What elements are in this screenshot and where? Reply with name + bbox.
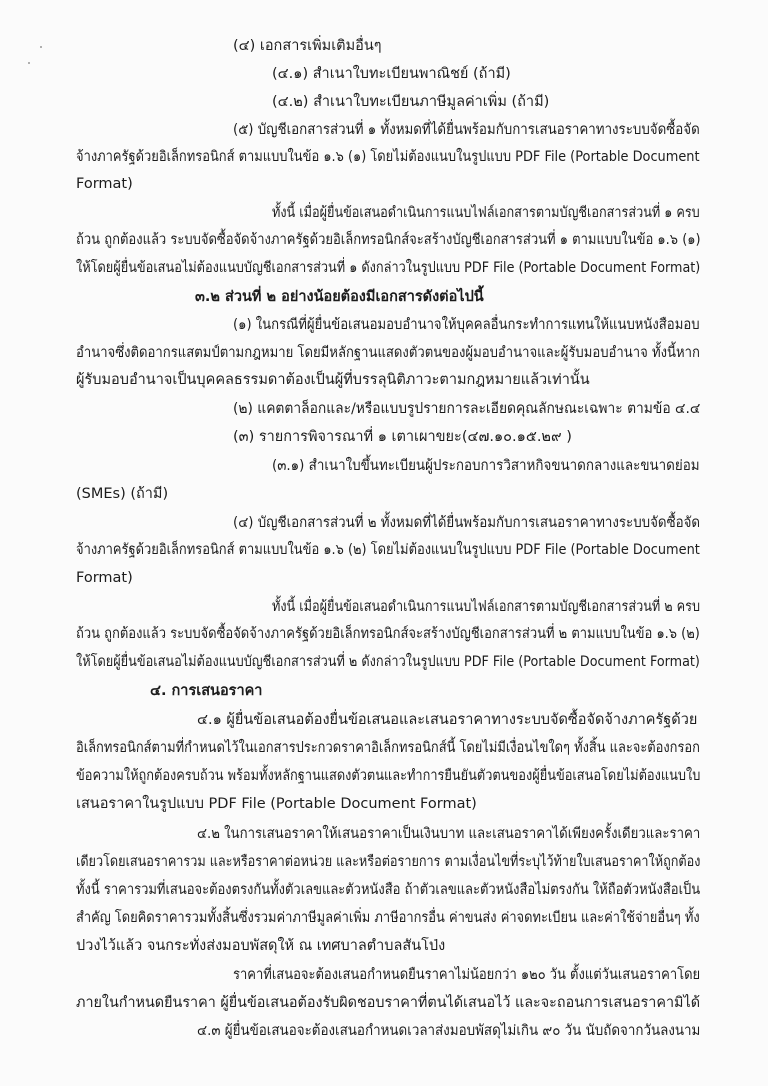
doc-line: (๓) รายการพิจารณาที่ ๑ เตาเผาขยะ(๔๗.๑๐.๑๕.๒๙ )	[233, 429, 572, 445]
doc-line: ๔.๓ ผู้ยื่นข้อเสนอจะต้องเสนอกำหนดเวลาส่งมอบพัสดุไม่เกิน ๙๐ วัน นับถัดจากวันลงนาม	[197, 1023, 701, 1039]
doc-line: ทั้งนี้ เมื่อผู้ยื่นข้อเสนอดำเนินการแนบไฟล์เอกสารตามบัญชีเอกสารส่วนที่ ๒ ครบ	[272, 599, 701, 615]
doc-line: ภายในกำหนดยืนราคา ผู้ยื่นข้อเสนอต้องรับผิดชอบราคาที่ตนได้เสนอไว้ และจะถอนการเสนอราคามิได้	[76, 995, 701, 1011]
doc-line: (๓.๑) สำเนาใบขึ้นทะเบียนผู้ประกอบการวิสาหกิจขนาดกลางและขนาดย่อม	[272, 458, 700, 474]
doc-line: (SMEs) (ถ้ามี)	[76, 486, 169, 502]
doc-line: อำนาจซึ่งติดอากรแสตมป์ตามกฎหมาย โดยมีหลักฐานแสดงตัวตนของผู้มอบอำนาจและผู้รับมอบอำนาจ ทั้งนี้หาก	[76, 345, 700, 361]
doc-line: ถ้วน ถูกต้องแล้ว ระบบจัดซื้อจัดจ้างภาครัฐด้วยอิเล็กทรอนิกส์จะสร้างบัญชีเอกสารส่วนที่ ๒ ตามแบบในข้อ ๑.๖ (๒)	[76, 626, 700, 642]
doc-line: (๔.๒) สำเนาใบทะเบียนภาษีมูลค่าเพิ่ม (ถ้ามี)	[272, 94, 550, 110]
doc-line: เสนอราคาในรูปแบบ PDF File (Portable Document Format)	[76, 796, 477, 812]
doc-line: ผู้รับมอบอำนาจเป็นบุคคลธรรมดาต้องเป็นผู้ที่บรรลุนิติภาวะตามกฎหมายแล้วเท่านั้น	[76, 372, 590, 388]
doc-line: (๔) บัญชีเอกสารส่วนที่ ๒ ทั้งหมดที่ได้ยื่นพร้อมกับการเสนอราคาทางระบบจัดซื้อจัด	[233, 515, 701, 531]
doc-line: ข้อความให้ถูกต้องครบถ้วน พร้อมทั้งหลักฐานแสดงตัวตนและทำการยืนยันตัวตนของผู้ยื่นข้อเสนอโดยไม่ต้องแนบใบ	[76, 768, 701, 784]
doc-line: (๕) บัญชีเอกสารส่วนที่ ๑ ทั้งหมดที่ได้ยื่นพร้อมกับการเสนอราคาทางระบบจัดซื้อจัด	[233, 122, 700, 138]
doc-line: ถ้วน ถูกต้องแล้ว ระบบจัดซื้อจัดจ้างภาครัฐด้วยอิเล็กทรอนิกส์จะสร้างบัญชีเอกสารส่วนที่ ๑ ตามแบบในข้อ ๑.๖ (๑)	[76, 232, 701, 248]
doc-line: (๔) เอกสารเพิ่มเติมอื่นๆ	[233, 38, 382, 54]
doc-line: อิเล็กทรอนิกส์ตามที่กำหนดไว้ในเอกสารประกวดราคาอิเล็กทรอนิกส์นี้ โดยไม่มีเงื่อนไขใดๆ ทั้งสิ้น และจะต้องกรอก	[76, 740, 700, 756]
doc-line: (๑) ในกรณีที่ผู้ยื่นข้อเสนอมอบอำนาจให้บุคคลอื่นกระทำการแทนให้แนบหนังสือมอบ	[233, 317, 700, 333]
section-heading: ๓.๒ ส่วนที่ ๒ อย่างน้อยต้องมีเอกสารดังต่อไปนี้	[195, 289, 484, 305]
doc-line: ทั้งนี้ ราคารวมที่เสนอจะต้องตรงกันทั้งตัวเลขและตัวหนังสือ ถ้าตัวเลขและตัวหนังสือไม่ตรงกัน ให้ถือตัวหนังสือเป็น	[76, 882, 701, 898]
doc-line: สำคัญ โดยคิดราคารวมทั้งสิ้นซึ่งรวมค่าภาษีมูลค่าเพิ่ม ภาษีอากรอื่น ค่าขนส่ง ค่าจดทะเบียน และค่าใช้จ่ายอื่นๆ ทั้ง	[76, 910, 700, 926]
doc-line: ให้โดยผู้ยื่นข้อเสนอไม่ต้องแนบบัญชีเอกสารส่วนที่ ๒ ดังกล่าวในรูปแบบ PDF File (Portable Document Format)	[76, 654, 700, 670]
doc-line: ให้โดยผู้ยื่นข้อเสนอไม่ต้องแนบบัญชีเอกสารส่วนที่ ๑ ดังกล่าวในรูปแบบ PDF File (Portable Document Format)	[76, 260, 701, 276]
doc-line: ราคาที่เสนอจะต้องเสนอกำหนดยืนราคาไม่น้อยกว่า ๑๒๐ วัน ตั้งแต่วันเสนอราคาโดย	[233, 967, 701, 983]
doc-line: Format)	[76, 176, 133, 192]
doc-line: (๒) แคตตาล็อกและ/หรือแบบรูปรายการละเอียดคุณลักษณะเฉพาะ ตามข้อ ๔.๔	[233, 401, 701, 417]
scan-speck	[28, 62, 30, 64]
doc-line: เดียวโดยเสนอราคารวม และหรือราคาต่อหน่วย และหรือต่อรายการ ตามเงื่อนไขที่ระบุไว้ท้ายใบเสนอราคาให้ถูกต้อง	[76, 854, 701, 870]
doc-line: ปวงไว้แล้ว จนกระทั่งส่งมอบพัสดุให้ ณ เทศบาลตำบลสันโป่ง	[76, 938, 446, 954]
scan-speck	[40, 46, 42, 48]
doc-line: ทั้งนี้ เมื่อผู้ยื่นข้อเสนอดำเนินการแนบไฟล์เอกสารตามบัญชีเอกสารส่วนที่ ๑ ครบ	[272, 205, 700, 221]
doc-line: ๔.๒ ในการเสนอราคาให้เสนอราคาเป็นเงินบาท และเสนอราคาได้เพียงครั้งเดียวและราคา	[197, 826, 701, 842]
doc-line: Format)	[76, 570, 133, 586]
doc-line: จ้างภาครัฐด้วยอิเล็กทรอนิกส์ ตามแบบในข้อ ๑.๖ (๑) โดยไม่ต้องแนบในรูปแบบ PDF File (Portable Document	[76, 149, 700, 165]
doc-line: ๔.๑ ผู้ยื่นข้อเสนอต้องยื่นข้อเสนอและเสนอราคาทางระบบจัดซื้อจัดจ้างภาครัฐด้วย	[197, 712, 698, 728]
doc-line: (๔.๑) สำเนาใบทะเบียนพาณิชย์ (ถ้ามี)	[272, 66, 511, 82]
doc-line: จ้างภาครัฐด้วยอิเล็กทรอนิกส์ ตามแบบในข้อ ๑.๖ (๒) โดยไม่ต้องแนบในรูปแบบ PDF File (Portable Document	[76, 542, 700, 558]
section-heading: ๔. การเสนอราคา	[150, 683, 263, 699]
